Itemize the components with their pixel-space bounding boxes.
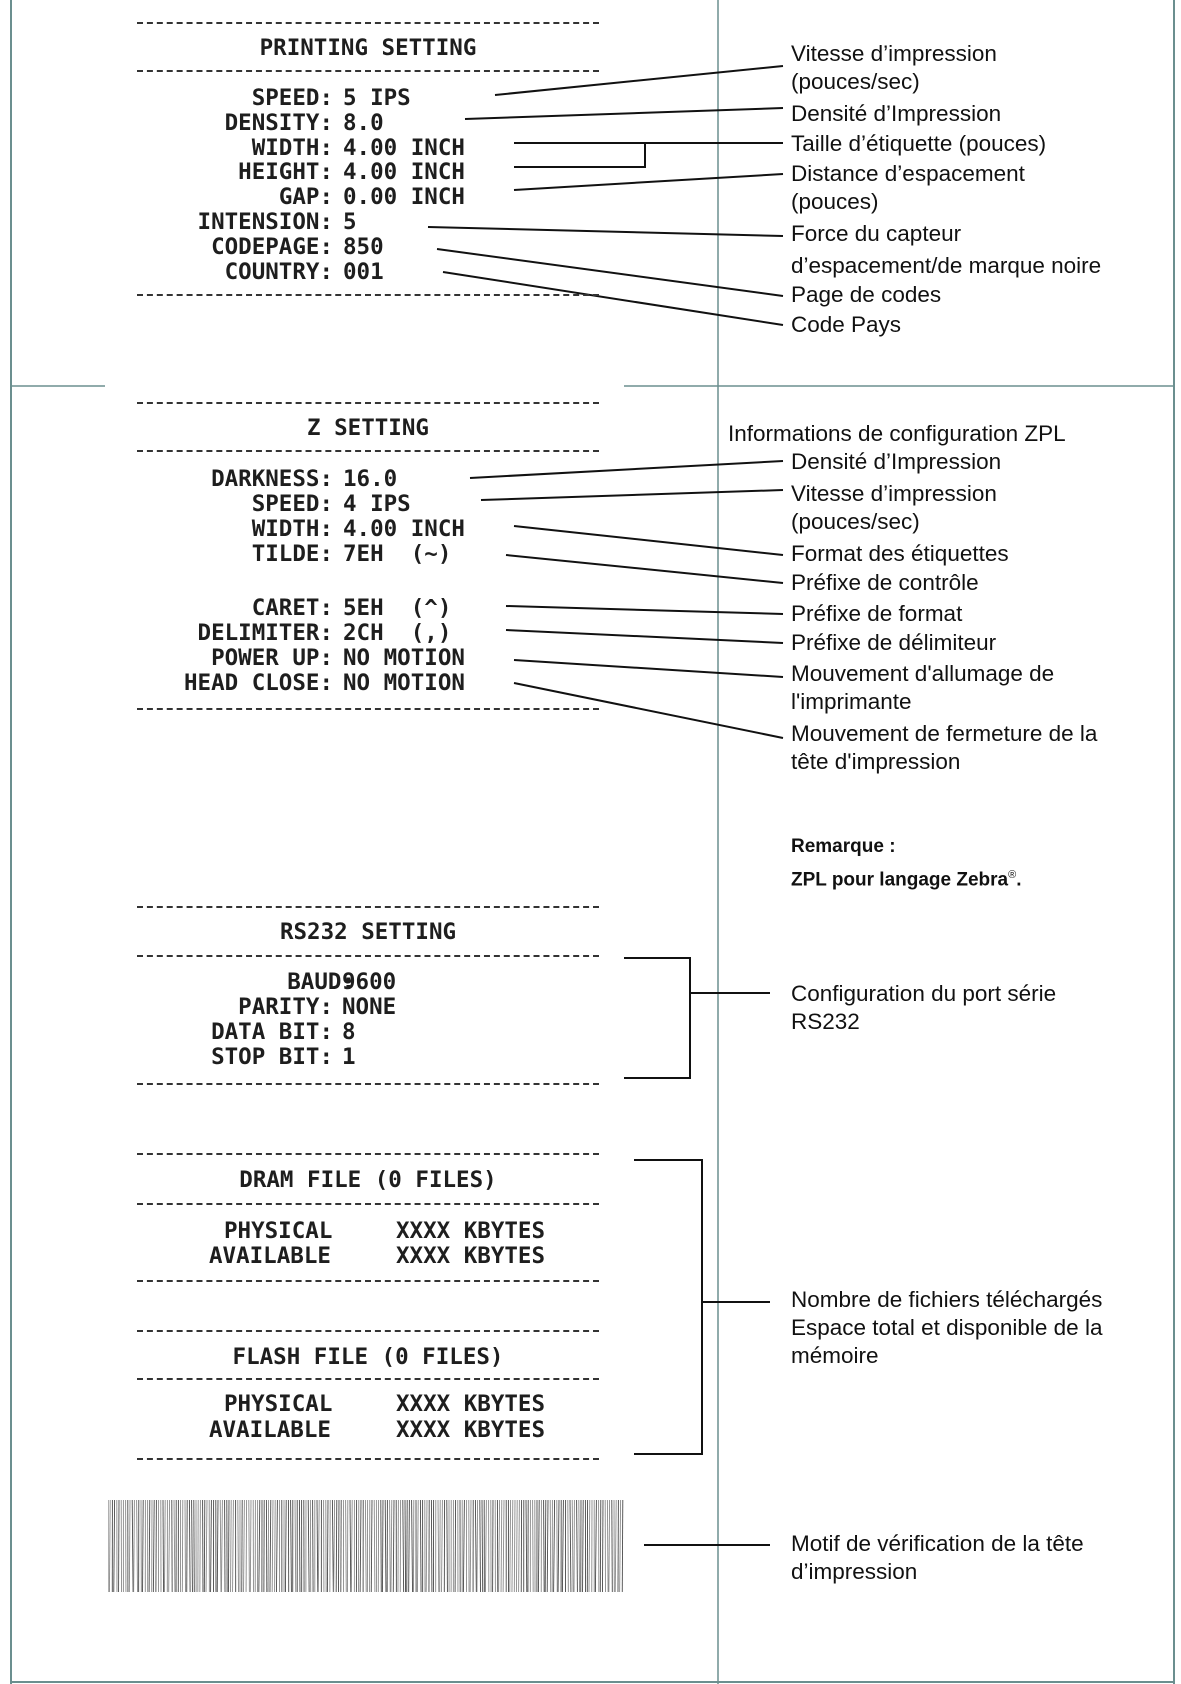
divider	[137, 402, 599, 404]
printing-value-speed: 5 IPS	[343, 85, 411, 111]
divider	[137, 450, 599, 452]
printing-key-country: COUNTRY:	[224, 259, 333, 285]
rs232-value-baud: 9600	[342, 969, 397, 995]
divider	[137, 1280, 599, 1282]
flash-value-physical: XXXX KBYTES	[396, 1391, 546, 1417]
z-value-width: 4.00 INCH	[343, 516, 465, 542]
z-value-head-close: NO MOTION	[343, 670, 465, 696]
dram-key-physical: PHYSICAL	[224, 1218, 333, 1244]
printing-value-country: 001	[343, 259, 384, 285]
annotation-sensor-intensity: Force du capteur d’espacement/de marque noire	[791, 221, 1102, 278]
divider	[137, 708, 599, 710]
rs232-key-parity: PARITY:	[238, 994, 333, 1020]
remark-title: Remarque :	[791, 836, 896, 857]
flash-value-available: XXXX KBYTES	[396, 1417, 546, 1443]
printing-value-gap: 0.00 INCH	[343, 184, 465, 210]
annotation-control-prefix: Préfixe de contrôle	[791, 570, 979, 595]
printing-value-intension: 5	[343, 209, 357, 235]
z-key-power-up: POWER UP:	[211, 645, 333, 671]
z-key-width: WIDTH:	[251, 516, 333, 542]
flash-key-physical: PHYSICAL	[224, 1391, 333, 1417]
printing-key-intension: INTENSION:	[197, 209, 333, 235]
annotation-country-code: Code Pays	[791, 312, 902, 337]
annotation-format-prefix: Préfixe de format	[791, 601, 963, 626]
annotation-gap-distance: Distance d’espacement (pouces)	[791, 161, 1025, 214]
dram-value-available: XXXX KBYTES	[396, 1243, 546, 1269]
printing-key-height: HEIGHT:	[238, 159, 333, 185]
divider	[137, 955, 599, 957]
z-key-tilde: TILDE:	[251, 541, 333, 567]
printing-key-speed: SPEED:	[251, 85, 333, 111]
rs232-key-data-bit: DATA BIT:	[211, 1019, 333, 1045]
divider	[137, 70, 599, 72]
dram-file-title: DRAM FILE (0 FILES)	[239, 1167, 497, 1193]
annotation-delimiter-prefix: Préfixe de délimiteur	[791, 630, 997, 655]
annotation-print-density: Densité d’Impression	[791, 101, 1002, 126]
annotation-label-format: Format des étiquettes	[791, 541, 1009, 566]
annotation-head-close-motion: Mouvement de fermeture de la tête d'impression	[791, 721, 1098, 774]
z-key-delimiter: DELIMITER:	[197, 620, 333, 646]
printing-value-height: 4.00 INCH	[343, 159, 465, 185]
z-setting-title: Z SETTING	[307, 415, 429, 441]
divider	[137, 22, 599, 24]
zpl-heading: Informations de configuration ZPL	[728, 421, 1066, 446]
rs232-value-stop-bit: 1	[342, 1044, 356, 1070]
annotation-label-size: Taille d’étiquette (pouces)	[791, 131, 1047, 156]
divider	[137, 1330, 599, 1332]
z-value-delimiter: 2CH (,)	[343, 620, 452, 646]
z-value-tilde: 7EH (~)	[343, 541, 452, 567]
annotation-power-up-motion: Mouvement d'allumage de l'imprimante	[791, 661, 1055, 714]
z-value-caret: 5EH (^)	[343, 595, 452, 621]
annotation-files-memory: Nombre de fichiers téléchargés Espace total et disponible de la mémoire	[791, 1287, 1103, 1368]
rs232-value-parity: NONE	[342, 994, 397, 1020]
head-check-pattern	[108, 1500, 624, 1592]
registered-mark: ®	[1008, 869, 1017, 881]
divider	[137, 1203, 599, 1205]
z-key-head-close: HEAD CLOSE:	[183, 670, 333, 696]
rs232-value-data-bit: 8	[342, 1019, 356, 1045]
divider	[137, 1378, 599, 1380]
rs232-setting-title: RS232 SETTING	[279, 919, 457, 945]
printing-key-codepage: CODEPAGE:	[211, 234, 333, 260]
annotation-codepage: Page de codes	[791, 282, 942, 307]
divider	[137, 1083, 599, 1085]
annotation-darkness: Densité d’Impression	[791, 449, 1002, 474]
rs232-key-baud: BAUD:	[287, 969, 355, 995]
remark-text: ZPL pour langage Zebra	[791, 869, 1009, 891]
annotation-print-speed: Vitesse d’impression (pouces/sec)	[791, 41, 997, 94]
divider	[137, 1458, 599, 1460]
printing-key-gap: GAP:	[278, 184, 333, 210]
printing-value-width: 4.00 INCH	[343, 135, 465, 161]
divider	[137, 1153, 599, 1155]
z-value-speed: 4 IPS	[343, 491, 411, 517]
z-value-power-up: NO MOTION	[343, 645, 465, 671]
printing-value-codepage: 850	[343, 234, 384, 260]
dram-key-available: AVAILABLE	[209, 1243, 331, 1269]
divider	[137, 906, 599, 908]
printing-key-density: DENSITY:	[224, 110, 333, 136]
z-key-speed: SPEED:	[251, 491, 333, 517]
printing-setting-title: PRINTING SETTING	[259, 35, 477, 61]
printing-value-density: 8.0	[343, 110, 384, 136]
remark-note: Remarque : ZPL pour langage Zebra®.	[791, 832, 1022, 894]
flash-file-title: FLASH FILE (0 FILES)	[232, 1344, 504, 1370]
rs232-key-stop-bit: STOP BIT:	[211, 1044, 333, 1070]
z-key-caret: CARET:	[251, 595, 333, 621]
annotation-head-check: Motif de vérification de la tête d’impression	[791, 1531, 1084, 1584]
dram-value-physical: XXXX KBYTES	[396, 1218, 546, 1244]
annotation-z-speed: Vitesse d’impression (pouces/sec)	[791, 481, 997, 534]
z-value-darkness: 16.0	[343, 466, 398, 492]
annotation-rs232-port: Configuration du port série RS232	[791, 981, 1057, 1034]
divider	[137, 294, 599, 296]
printing-key-width: WIDTH:	[251, 135, 333, 161]
z-key-darkness: DARKNESS:	[211, 466, 333, 492]
flash-key-available: AVAILABLE	[209, 1417, 331, 1443]
